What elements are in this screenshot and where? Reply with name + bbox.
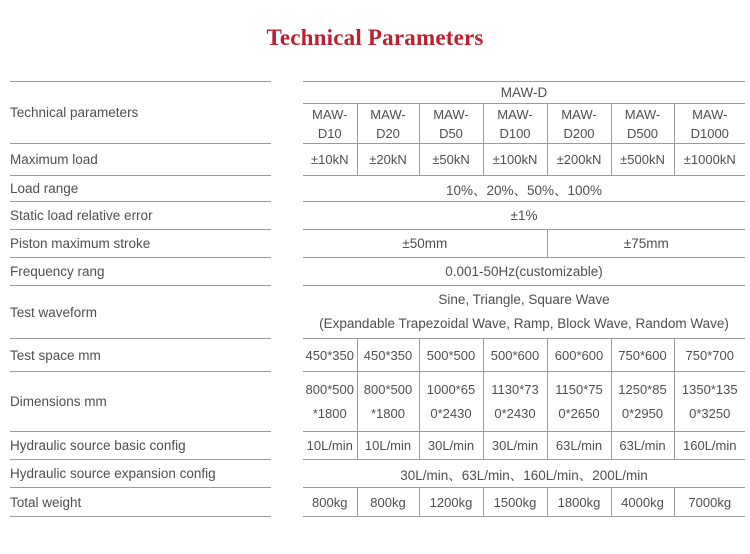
model-line: MAW- <box>370 106 406 122</box>
dimension-line: 0*2430 <box>430 405 472 421</box>
waveform-line-1: Sine, Triangle, Square Wave <box>438 292 610 307</box>
model-line: D50 <box>439 125 463 141</box>
row-label-frequency-range: Frequency rang <box>10 258 271 286</box>
column-gap <box>271 144 303 176</box>
value-cell <box>611 372 674 432</box>
test-space-row <box>10 339 745 372</box>
dimension-line: 1150*75 <box>555 381 603 397</box>
model-header-maw-d1000 <box>674 104 745 144</box>
column-gap <box>271 230 303 258</box>
row-label-piston-maximum-stroke: Piston maximum stroke <box>10 230 271 258</box>
column-gap <box>271 286 303 339</box>
value-cell: 1800kg <box>547 488 611 517</box>
dimension-line: 0*3250 <box>689 405 731 421</box>
hydraulic-basic-config-row <box>10 432 745 460</box>
value-cell: 800kg <box>303 488 357 517</box>
value-cell: ±10kN <box>303 144 357 176</box>
model-header-maw-d100 <box>483 104 547 144</box>
technical-parameters-table <box>10 81 745 517</box>
dimension-line: 0*2950 <box>621 405 664 421</box>
value-cell: 800kg <box>357 488 419 517</box>
value-cell: 4000kg <box>611 488 674 517</box>
dimension-line: 800*500 <box>363 381 413 397</box>
value-cell: 10L/min <box>357 432 419 460</box>
column-gap <box>271 372 303 432</box>
column-gap <box>271 202 303 230</box>
row-label-hydraulic-expansion-config: Hydraulic source expansion config <box>10 460 271 488</box>
page-title: Technical Parameters <box>266 25 484 50</box>
value-cell: 750*600 <box>611 339 674 372</box>
test-waveform-row <box>10 286 745 339</box>
model-line: MAW- <box>692 106 728 122</box>
value-cell: 30L/min <box>419 432 483 460</box>
value-cell-static-load-relative-error: ±1% <box>303 202 745 230</box>
model-header-maw-d50 <box>419 104 483 144</box>
dimension-line: 800*500 <box>305 381 354 397</box>
value-cell: 450*350 <box>303 339 357 372</box>
value-cell: 30L/min <box>483 432 547 460</box>
value-cell: 160L/min <box>674 432 745 460</box>
model-line: MAW- <box>624 106 661 122</box>
value-cell-hydraulic-expansion: 30L/min、63L/min、160L/min、200L/min <box>303 460 745 488</box>
row-label-maximum-load: Maximum load <box>10 144 271 176</box>
model-line: D200 <box>563 125 595 141</box>
waveform-line-2: (Expandable Trapezoidal Wave, Ramp, Block Wave, Random Wave) <box>319 316 729 331</box>
value-cell: 500*600 <box>483 339 547 372</box>
corner-label: Technical parameters <box>10 82 271 144</box>
model-line: MAW- <box>561 106 597 122</box>
value-cell <box>674 372 745 432</box>
value-cell: ±50kN <box>419 144 483 176</box>
dimension-line: *1800 <box>371 405 405 421</box>
value-cell: 500*500 <box>419 339 483 372</box>
model-line: MAW- <box>497 106 533 122</box>
static-load-relative-error-row <box>10 202 745 230</box>
value-cell: ±100kN <box>483 144 547 176</box>
value-cell <box>483 372 547 432</box>
model-header-maw-d200 <box>547 104 611 144</box>
value-cell: ±1000kN <box>674 144 745 176</box>
load-range-row <box>10 176 745 202</box>
value-cell: 7000kg <box>674 488 745 517</box>
piston-maximum-stroke-row <box>10 230 745 258</box>
value-cell-piston-stroke-small: ±50mm <box>303 230 547 258</box>
value-cell: 1200kg <box>419 488 483 517</box>
column-gap <box>271 432 303 460</box>
model-line: D1000 <box>690 125 729 141</box>
model-header-maw-d10 <box>303 104 357 144</box>
column-gap <box>271 176 303 202</box>
row-label-dimensions: Dimensions mm <box>10 372 271 432</box>
value-cell <box>303 372 357 432</box>
dimension-line: 0*2430 <box>494 405 536 421</box>
model-line: D100 <box>499 125 531 141</box>
value-cell-test-waveform <box>303 286 745 339</box>
dimension-line: 0*2650 <box>558 405 600 421</box>
model-line: MAW- <box>312 106 348 122</box>
value-cell: 63L/min <box>611 432 674 460</box>
row-label-test-waveform: Test waveform <box>10 286 271 339</box>
total-weight-row <box>10 488 745 517</box>
row-label-static-load-relative-error: Static load relative error <box>10 202 271 230</box>
value-cell-load-range: 10%、20%、50%、100% <box>303 176 745 202</box>
dimension-line: 1350*135 <box>681 381 738 397</box>
model-line: MAW- <box>433 106 469 122</box>
hydraulic-expansion-config-row <box>10 460 745 488</box>
value-cell <box>419 372 483 432</box>
dimension-line: 1000*65 <box>426 381 476 397</box>
model-line: D10 <box>317 125 342 141</box>
row-label-total-weight: Total weight <box>10 488 271 517</box>
model-line: D500 <box>626 125 659 141</box>
dimension-line: *1800 <box>312 405 347 421</box>
value-cell: 63L/min <box>547 432 611 460</box>
dimensions-row <box>10 372 745 432</box>
value-cell: 450*350 <box>357 339 419 372</box>
value-cell <box>547 372 611 432</box>
series-header: MAW-D <box>303 82 745 104</box>
row-label-test-space: Test space mm <box>10 339 271 372</box>
column-gap <box>271 258 303 286</box>
value-cell: 750*700 <box>674 339 745 372</box>
value-cell-piston-stroke-large: ±75mm <box>547 230 745 258</box>
column-gap <box>271 488 303 517</box>
value-cell: ±200kN <box>547 144 611 176</box>
model-header-maw-d20 <box>357 104 419 144</box>
value-cell: 600*600 <box>547 339 611 372</box>
value-cell <box>357 372 419 432</box>
value-cell: 1500kg <box>483 488 547 517</box>
frequency-range-row <box>10 258 745 286</box>
row-label-hydraulic-basic-config: Hydraulic source basic config <box>10 432 271 460</box>
column-gap <box>271 82 303 144</box>
model-header-maw-d500 <box>611 104 674 144</box>
value-cell: ±20kN <box>357 144 419 176</box>
row-label-load-range: Load range <box>10 176 271 202</box>
dimension-line: 1250*85 <box>618 381 667 397</box>
column-gap <box>271 460 303 488</box>
value-cell: ±500kN <box>611 144 674 176</box>
value-cell: 10L/min <box>303 432 357 460</box>
maximum-load-row <box>10 144 745 176</box>
column-gap <box>271 339 303 372</box>
model-line: D20 <box>376 125 400 141</box>
dimension-line: 1130*73 <box>491 381 539 397</box>
value-cell-frequency-range: 0.001-50Hz(customizable) <box>303 258 745 286</box>
